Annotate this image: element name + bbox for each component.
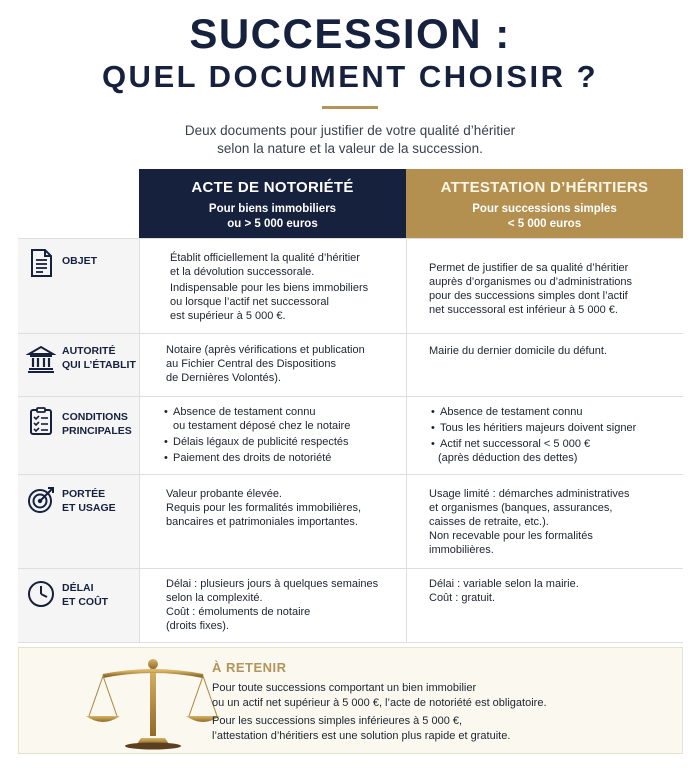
row-label-cell bbox=[18, 239, 139, 333]
key-takeaway-line: ou un actif net supérieur à 5 000 €, l’acte de notoriété est obligatoire. bbox=[212, 696, 547, 709]
notoriete-cell bbox=[139, 569, 406, 642]
row-label: PORTÉE ET USAGE bbox=[62, 488, 116, 514]
cell-text: Permet de justifier de sa qualité d’héritier auprès d’organismes ou d’administrations pour des successions simples dont l’actif net successoral est inférieur à 5 000 €. bbox=[429, 262, 632, 316]
table-row-conditions bbox=[18, 397, 683, 475]
notoriete-cell bbox=[139, 239, 406, 333]
conditions-list bbox=[431, 405, 636, 451]
column-subtitle-line2: ou > 5 000 euros bbox=[227, 218, 318, 230]
row-label-cell bbox=[18, 397, 139, 474]
notoriete-cell bbox=[139, 397, 406, 474]
comparison-table bbox=[18, 238, 683, 643]
key-takeaway-line: Pour les successions simples inférieures à 5 000 €, bbox=[212, 715, 463, 727]
heritiers-cell bbox=[406, 475, 683, 568]
clock-icon bbox=[26, 579, 56, 609]
conditions-list bbox=[164, 405, 350, 419]
row-label-cell bbox=[18, 475, 139, 568]
list-item: • Tous les héritiers majeurs doivent signer bbox=[431, 421, 636, 435]
page-title-line2: QUEL DOCUMENT CHOISIR ? bbox=[101, 59, 599, 94]
table-row-objet bbox=[18, 239, 683, 334]
document-icon bbox=[26, 248, 56, 278]
scales-of-justice-icon bbox=[83, 654, 223, 750]
heritiers-cell bbox=[406, 334, 683, 396]
cell-text bbox=[164, 405, 350, 467]
cell-text: Délai : variable selon la mairie. Coût : gratuit. bbox=[429, 578, 579, 604]
cell-text: Mairie du dernier domicile du défunt. bbox=[429, 345, 607, 357]
list-item-continuation: ou testament déposé chez le notaire bbox=[173, 420, 351, 432]
conditions-list bbox=[164, 435, 350, 465]
list-item-continuation: (après déduction des dettes) bbox=[438, 452, 578, 464]
column-title: ATTESTATION D’HÉRITIERS bbox=[440, 179, 649, 196]
target-icon bbox=[26, 485, 56, 515]
key-takeaway-line: Pour toute successions comportant un bien immobilier bbox=[212, 682, 477, 694]
column-subtitle-line1: Pour biens immobiliers bbox=[208, 203, 337, 215]
table-row-autorite bbox=[18, 334, 683, 397]
cell-text: Notaire (après vérifications et publication au Fichier Central des Dispositions de Dernières Volontés). bbox=[166, 344, 365, 384]
table-row-delai bbox=[18, 569, 683, 643]
subtitle-line1: Deux documents pour justifier de votre qualité d’héritier bbox=[184, 123, 516, 138]
list-item: • Actif net successoral < 5 000 € bbox=[431, 437, 636, 451]
column-header-acte-de-notoriete bbox=[139, 169, 406, 238]
cell-text bbox=[431, 405, 636, 465]
key-takeaway-line: l’attestation d’héritiers est une solution plus rapide et gratuite. bbox=[212, 729, 511, 742]
cell-text: Délai : plusieurs jours à quelques semaines selon la complexité. Coût : émoluments de notaire (droits fixes). bbox=[166, 578, 379, 632]
page-subtitle bbox=[150, 122, 550, 158]
heritiers-cell bbox=[406, 569, 683, 642]
cell-text: Établit officiellement la qualité d’héritier et la dévolution successorale. Indispensable pour les biens immobiliers ou lorsque l’actif net successoral est supérieur à 5 000 €. bbox=[170, 252, 369, 322]
heritiers-cell bbox=[406, 239, 683, 333]
cell-text: Usage limité : démarches administratives et organismes (banques, assurances, caisses de retraite, etc.). Non recevable pour les formalités immobilières. bbox=[429, 488, 630, 556]
row-label-cell bbox=[18, 334, 139, 396]
page-title-line1: SUCCESSION : bbox=[189, 10, 511, 57]
column-subtitle-line2: < 5 000 euros bbox=[507, 218, 582, 230]
row-label: OBJET bbox=[62, 255, 98, 267]
row-label: AUTORITÉ QUI L’ÉTABLIT bbox=[62, 345, 136, 371]
list-item: • Absence de testament connu bbox=[431, 405, 636, 419]
column-subtitle-line1: Pour successions simples bbox=[472, 203, 617, 215]
column-header-attestation-heritiers bbox=[406, 169, 683, 238]
subtitle-line2: selon la nature et la valeur de la succession. bbox=[217, 141, 483, 156]
column-title: ACTE DE NOTORIÉTÉ bbox=[191, 179, 354, 196]
key-takeaway-box bbox=[18, 647, 683, 754]
row-label: CONDITIONS PRINCIPALES bbox=[62, 411, 132, 437]
list-item: • Absence de testament connu bbox=[164, 405, 350, 419]
key-takeaway-text bbox=[212, 681, 547, 743]
checklist-icon bbox=[26, 406, 56, 436]
notoriete-cell bbox=[139, 334, 406, 396]
heritiers-cell bbox=[406, 397, 683, 474]
list-item: • Paiement des droits de notoriété bbox=[164, 451, 350, 465]
courthouse-icon bbox=[26, 344, 56, 374]
notoriete-cell bbox=[139, 475, 406, 568]
list-item: • Délais légaux de publicité respectés bbox=[164, 435, 350, 449]
key-takeaway-title: À RETENIR bbox=[212, 660, 287, 675]
cell-text: Valeur probante élevée. Requis pour les formalités immobilières, bancaires et patrimoniales importantes. bbox=[166, 488, 362, 528]
row-label-cell bbox=[18, 569, 139, 642]
title-divider bbox=[322, 106, 378, 109]
table-row-portee bbox=[18, 475, 683, 569]
row-label: DÉLAI ET COÛT bbox=[62, 582, 109, 608]
